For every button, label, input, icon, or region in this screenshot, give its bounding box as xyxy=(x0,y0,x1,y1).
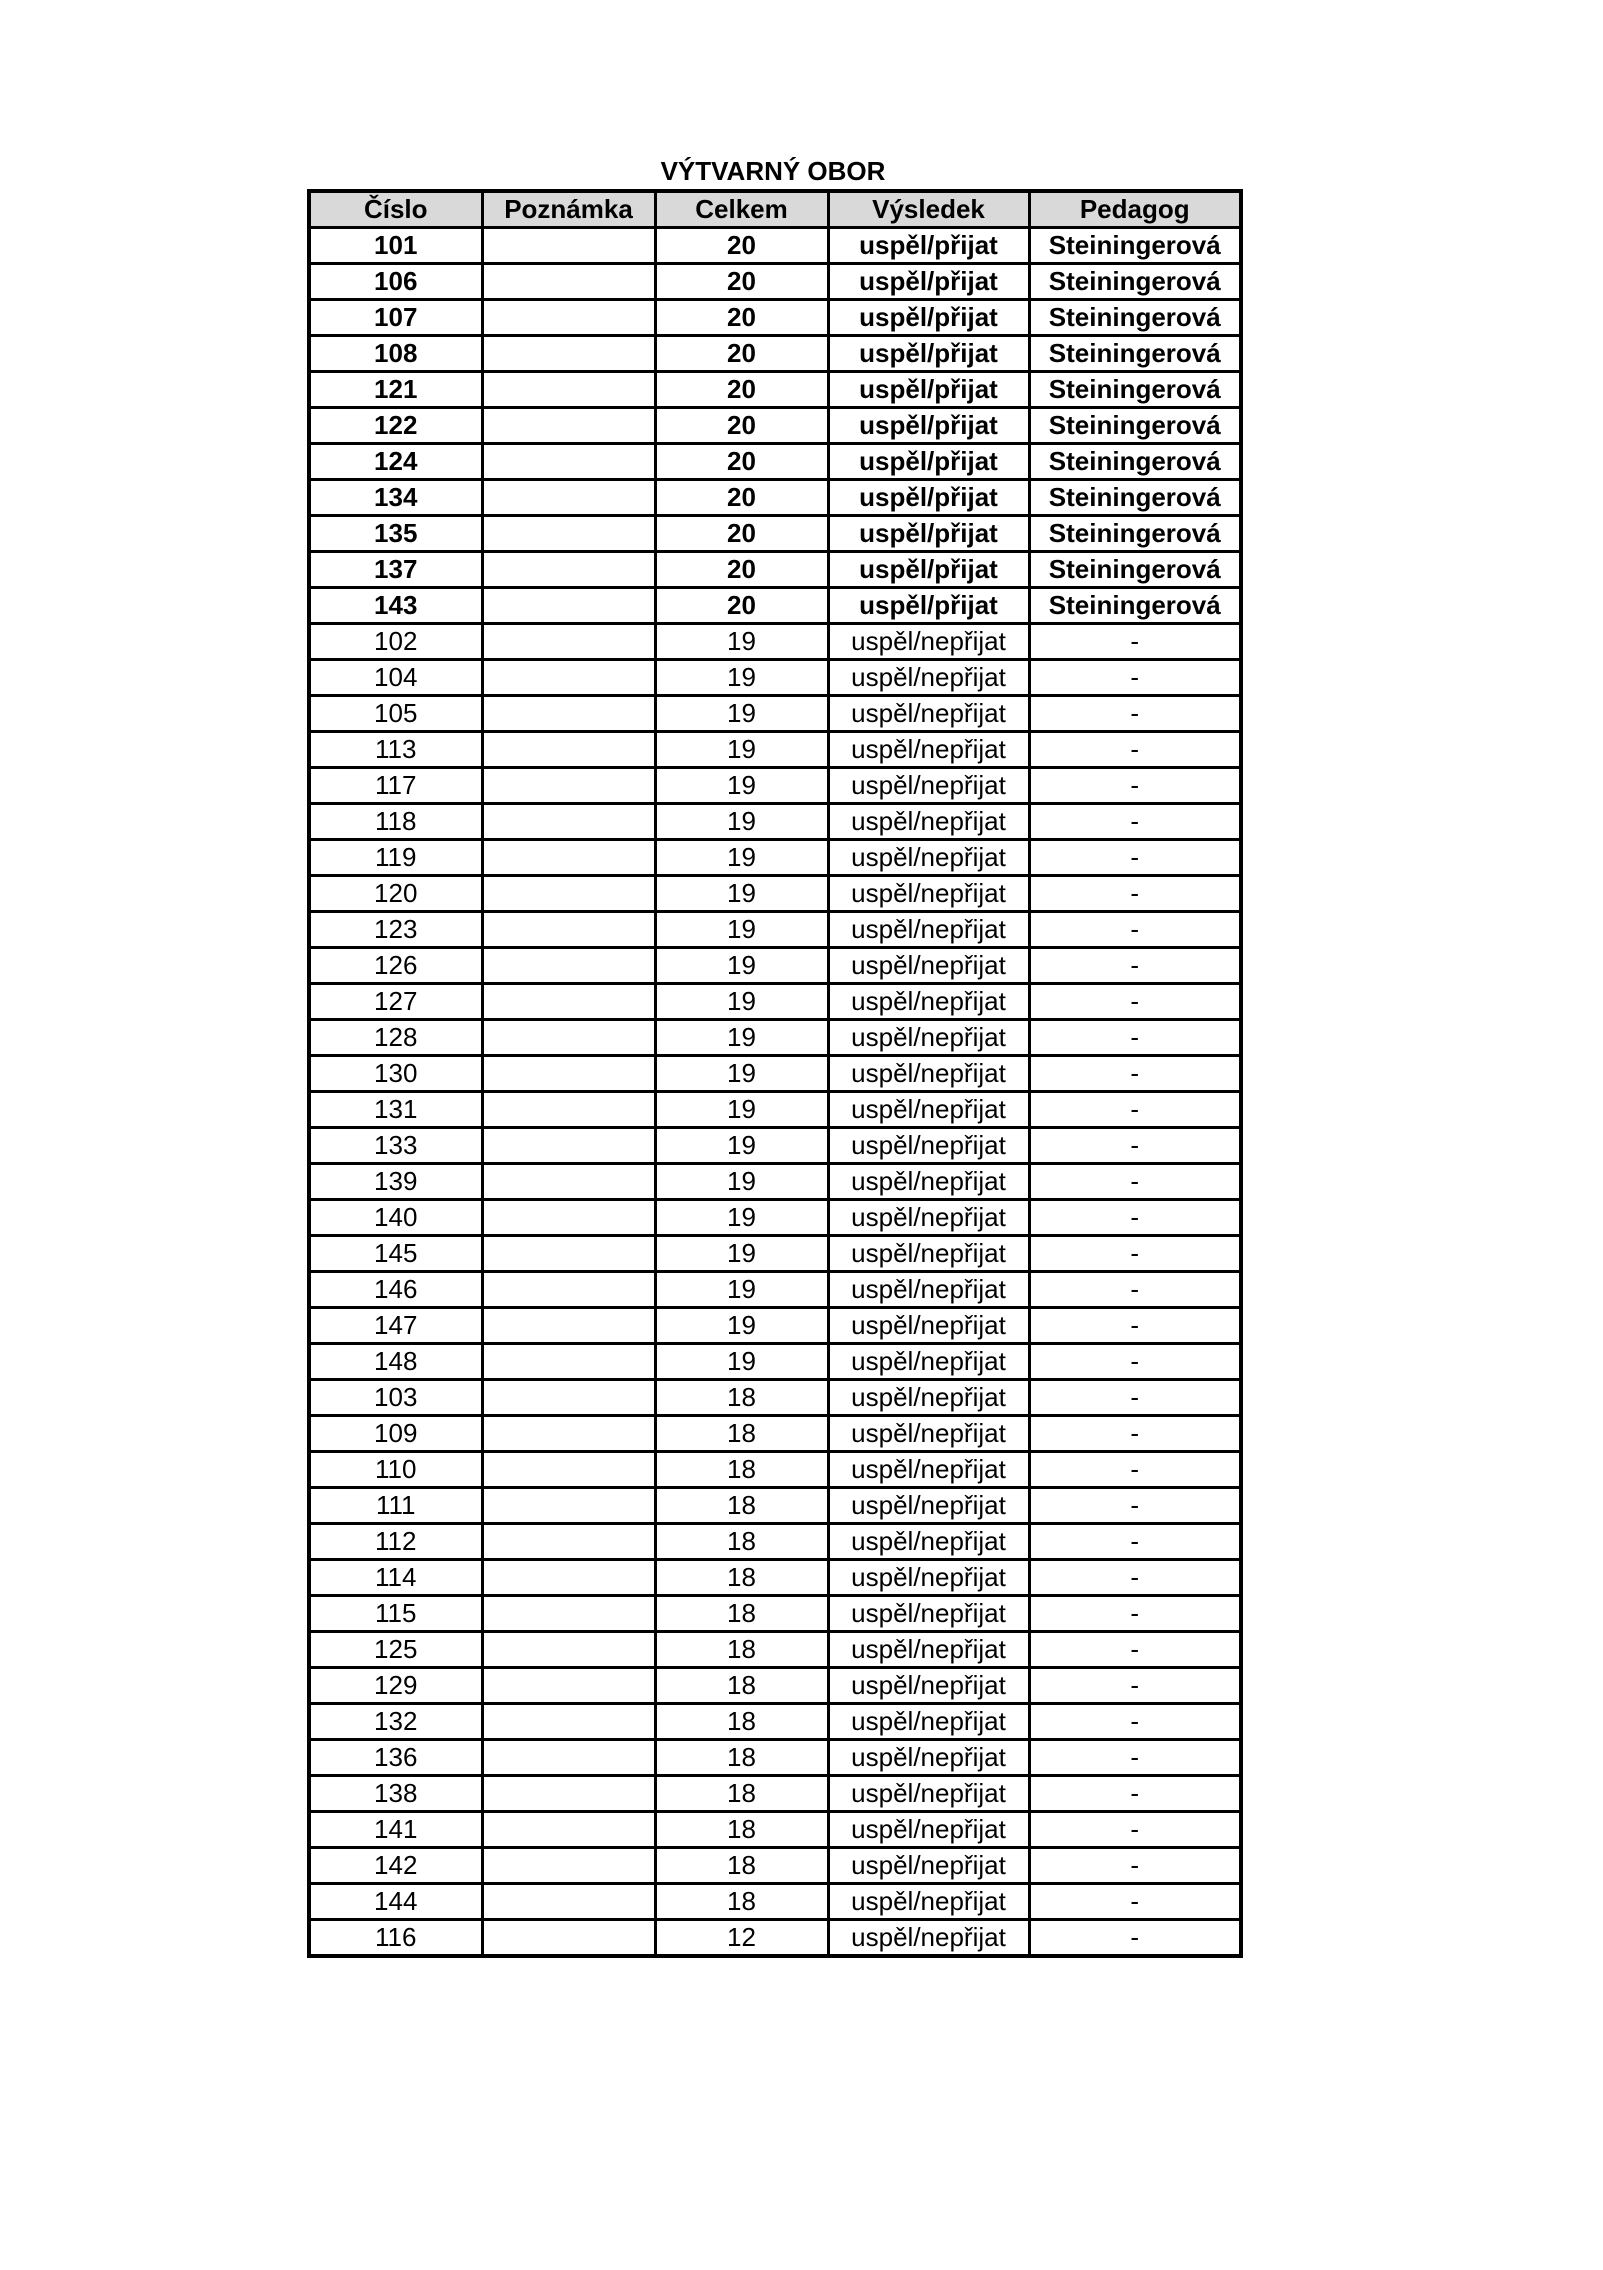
cell-vysledek: uspěl/nepřijat xyxy=(828,1200,1029,1236)
cell-vysledek: uspěl/nepřijat xyxy=(828,1308,1029,1344)
cell-pedagog: Steiningerová xyxy=(1029,408,1241,444)
table-row xyxy=(309,1092,1241,1128)
cell-celkem: 19 xyxy=(655,696,828,732)
cell-cislo: 131 xyxy=(309,1092,482,1128)
cell-pedagog: - xyxy=(1029,1812,1241,1848)
column-header-celkem: Celkem xyxy=(655,191,828,228)
cell-cislo: 138 xyxy=(309,1776,482,1812)
cell-celkem: 19 xyxy=(655,1236,828,1272)
cell-poznamka xyxy=(482,660,655,696)
cell-celkem: 18 xyxy=(655,1596,828,1632)
cell-vysledek: uspěl/nepřijat xyxy=(828,1380,1029,1416)
cell-cislo: 139 xyxy=(309,1164,482,1200)
cell-cislo: 108 xyxy=(309,336,482,372)
cell-vysledek: uspěl/nepřijat xyxy=(828,660,1029,696)
table-row xyxy=(309,768,1241,804)
cell-cislo: 143 xyxy=(309,588,482,624)
cell-celkem: 19 xyxy=(655,624,828,660)
cell-cislo: 148 xyxy=(309,1344,482,1380)
cell-poznamka xyxy=(482,1596,655,1632)
cell-poznamka xyxy=(482,1812,655,1848)
cell-cislo: 147 xyxy=(309,1308,482,1344)
cell-poznamka xyxy=(482,624,655,660)
cell-poznamka xyxy=(482,840,655,876)
cell-cislo: 135 xyxy=(309,516,482,552)
table-row xyxy=(309,408,1241,444)
table-row xyxy=(309,1128,1241,1164)
cell-cislo: 125 xyxy=(309,1632,482,1668)
cell-cislo: 132 xyxy=(309,1704,482,1740)
table-row xyxy=(309,516,1241,552)
cell-poznamka xyxy=(482,1632,655,1668)
cell-poznamka xyxy=(482,1740,655,1776)
cell-poznamka xyxy=(482,804,655,840)
cell-cislo: 107 xyxy=(309,300,482,336)
cell-pedagog: - xyxy=(1029,1848,1241,1884)
cell-poznamka xyxy=(482,480,655,516)
cell-poznamka xyxy=(482,1128,655,1164)
cell-cislo: 117 xyxy=(309,768,482,804)
cell-cislo: 134 xyxy=(309,480,482,516)
table-row xyxy=(309,1020,1241,1056)
cell-vysledek: uspěl/přijat xyxy=(828,300,1029,336)
cell-celkem: 20 xyxy=(655,300,828,336)
cell-celkem: 19 xyxy=(655,1128,828,1164)
cell-cislo: 110 xyxy=(309,1452,482,1488)
cell-cislo: 127 xyxy=(309,984,482,1020)
table-row xyxy=(309,1236,1241,1272)
cell-cislo: 141 xyxy=(309,1812,482,1848)
table-row xyxy=(309,1344,1241,1380)
table-row xyxy=(309,300,1241,336)
column-header-poznamka: Poznámka xyxy=(482,191,655,228)
cell-cislo: 121 xyxy=(309,372,482,408)
cell-poznamka xyxy=(482,1920,655,1957)
cell-celkem: 19 xyxy=(655,1272,828,1308)
cell-vysledek: uspěl/nepřijat xyxy=(828,1452,1029,1488)
table-header-row xyxy=(309,191,1241,228)
cell-cislo: 129 xyxy=(309,1668,482,1704)
cell-vysledek: uspěl/nepřijat xyxy=(828,804,1029,840)
cell-celkem: 19 xyxy=(655,1020,828,1056)
cell-vysledek: uspěl/přijat xyxy=(828,588,1029,624)
cell-pedagog: Steiningerová xyxy=(1029,228,1241,264)
cell-vysledek: uspěl/přijat xyxy=(828,444,1029,480)
cell-cislo: 112 xyxy=(309,1524,482,1560)
cell-vysledek: uspěl/nepřijat xyxy=(828,1920,1029,1957)
cell-celkem: 18 xyxy=(655,1776,828,1812)
table-row xyxy=(309,264,1241,300)
cell-cislo: 119 xyxy=(309,840,482,876)
table-row xyxy=(309,1416,1241,1452)
cell-vysledek: uspěl/nepřijat xyxy=(828,1128,1029,1164)
table-row xyxy=(309,948,1241,984)
cell-pedagog: - xyxy=(1029,768,1241,804)
table-row xyxy=(309,228,1241,264)
results-table-body xyxy=(309,228,1241,1957)
cell-vysledek: uspěl/nepřijat xyxy=(828,948,1029,984)
cell-poznamka xyxy=(482,552,655,588)
cell-cislo: 146 xyxy=(309,1272,482,1308)
cell-cislo: 128 xyxy=(309,1020,482,1056)
cell-celkem: 19 xyxy=(655,1344,828,1380)
cell-celkem: 19 xyxy=(655,912,828,948)
cell-cislo: 115 xyxy=(309,1596,482,1632)
cell-pedagog: - xyxy=(1029,1524,1241,1560)
cell-vysledek: uspěl/přijat xyxy=(828,336,1029,372)
table-row xyxy=(309,1848,1241,1884)
cell-poznamka xyxy=(482,912,655,948)
cell-vysledek: uspěl/přijat xyxy=(828,552,1029,588)
cell-celkem: 20 xyxy=(655,444,828,480)
table-row xyxy=(309,1812,1241,1848)
cell-cislo: 105 xyxy=(309,696,482,732)
table-row xyxy=(309,1452,1241,1488)
cell-vysledek: uspěl/přijat xyxy=(828,480,1029,516)
cell-celkem: 12 xyxy=(655,1920,828,1957)
cell-poznamka xyxy=(482,876,655,912)
cell-poznamka xyxy=(482,984,655,1020)
cell-poznamka xyxy=(482,1056,655,1092)
table-row xyxy=(309,1164,1241,1200)
cell-poznamka xyxy=(482,1452,655,1488)
table-row xyxy=(309,1884,1241,1920)
cell-poznamka xyxy=(482,1560,655,1596)
cell-vysledek: uspěl/nepřijat xyxy=(828,1488,1029,1524)
cell-pedagog: - xyxy=(1029,804,1241,840)
cell-vysledek: uspěl/nepřijat xyxy=(828,768,1029,804)
cell-celkem: 19 xyxy=(655,768,828,804)
cell-vysledek: uspěl/nepřijat xyxy=(828,1236,1029,1272)
cell-poznamka xyxy=(482,1704,655,1740)
cell-pedagog: - xyxy=(1029,1056,1241,1092)
cell-celkem: 18 xyxy=(655,1668,828,1704)
cell-pedagog: - xyxy=(1029,732,1241,768)
cell-vysledek: uspěl/nepřijat xyxy=(828,732,1029,768)
cell-poznamka xyxy=(482,696,655,732)
cell-pedagog: - xyxy=(1029,1416,1241,1452)
cell-pedagog: - xyxy=(1029,1920,1241,1957)
cell-cislo: 101 xyxy=(309,228,482,264)
cell-cislo: 114 xyxy=(309,1560,482,1596)
page-title: VÝTVARNÝ OBOR xyxy=(660,156,886,186)
table-row xyxy=(309,1920,1241,1957)
cell-poznamka xyxy=(482,1272,655,1308)
cell-cislo: 137 xyxy=(309,552,482,588)
cell-pedagog: - xyxy=(1029,1452,1241,1488)
table-row xyxy=(309,1056,1241,1092)
cell-cislo: 123 xyxy=(309,912,482,948)
cell-cislo: 130 xyxy=(309,1056,482,1092)
cell-vysledek: uspěl/nepřijat xyxy=(828,696,1029,732)
cell-poznamka xyxy=(482,1776,655,1812)
cell-pedagog: - xyxy=(1029,1380,1241,1416)
cell-vysledek: uspěl/nepřijat xyxy=(828,1704,1029,1740)
cell-cislo: 116 xyxy=(309,1920,482,1957)
table-row xyxy=(309,840,1241,876)
cell-pedagog: Steiningerová xyxy=(1029,480,1241,516)
table-row xyxy=(309,1560,1241,1596)
cell-celkem: 19 xyxy=(655,840,828,876)
cell-pedagog: - xyxy=(1029,984,1241,1020)
table-row xyxy=(309,1488,1241,1524)
cell-poznamka xyxy=(482,768,655,804)
cell-pedagog: Steiningerová xyxy=(1029,588,1241,624)
cell-cislo: 144 xyxy=(309,1884,482,1920)
cell-vysledek: uspěl/nepřijat xyxy=(828,1740,1029,1776)
cell-cislo: 120 xyxy=(309,876,482,912)
cell-vysledek: uspěl/nepřijat xyxy=(828,1524,1029,1560)
cell-pedagog: - xyxy=(1029,1308,1241,1344)
cell-celkem: 19 xyxy=(655,660,828,696)
cell-celkem: 18 xyxy=(655,1416,828,1452)
cell-poznamka xyxy=(482,732,655,768)
cell-vysledek: uspěl/přijat xyxy=(828,372,1029,408)
cell-pedagog: - xyxy=(1029,1092,1241,1128)
cell-celkem: 20 xyxy=(655,408,828,444)
table-row xyxy=(309,1272,1241,1308)
cell-poznamka xyxy=(482,948,655,984)
cell-celkem: 20 xyxy=(655,516,828,552)
cell-pedagog: Steiningerová xyxy=(1029,444,1241,480)
cell-celkem: 19 xyxy=(655,1056,828,1092)
cell-pedagog: Steiningerová xyxy=(1029,336,1241,372)
cell-cislo: 118 xyxy=(309,804,482,840)
cell-vysledek: uspěl/nepřijat xyxy=(828,1668,1029,1704)
cell-cislo: 102 xyxy=(309,624,482,660)
cell-pedagog: - xyxy=(1029,660,1241,696)
table-row xyxy=(309,372,1241,408)
cell-poznamka xyxy=(482,264,655,300)
cell-pedagog: - xyxy=(1029,1596,1241,1632)
cell-pedagog: - xyxy=(1029,1740,1241,1776)
table-row xyxy=(309,1740,1241,1776)
cell-vysledek: uspěl/přijat xyxy=(828,408,1029,444)
cell-celkem: 18 xyxy=(655,1524,828,1560)
table-row xyxy=(309,660,1241,696)
cell-pedagog: - xyxy=(1029,840,1241,876)
cell-cislo: 106 xyxy=(309,264,482,300)
cell-celkem: 19 xyxy=(655,732,828,768)
cell-poznamka xyxy=(482,1200,655,1236)
cell-celkem: 18 xyxy=(655,1452,828,1488)
cell-poznamka xyxy=(482,1236,655,1272)
table-row xyxy=(309,1632,1241,1668)
cell-celkem: 18 xyxy=(655,1380,828,1416)
cell-vysledek: uspěl/nepřijat xyxy=(828,1884,1029,1920)
cell-poznamka xyxy=(482,1416,655,1452)
cell-poznamka xyxy=(482,1524,655,1560)
cell-poznamka xyxy=(482,372,655,408)
cell-cislo: 124 xyxy=(309,444,482,480)
cell-poznamka xyxy=(482,1668,655,1704)
cell-celkem: 18 xyxy=(655,1704,828,1740)
table-row xyxy=(309,1596,1241,1632)
table-row xyxy=(309,876,1241,912)
cell-pedagog: - xyxy=(1029,1632,1241,1668)
cell-vysledek: uspěl/nepřijat xyxy=(828,1560,1029,1596)
cell-pedagog: - xyxy=(1029,1776,1241,1812)
cell-celkem: 19 xyxy=(655,1200,828,1236)
table-row xyxy=(309,336,1241,372)
cell-poznamka xyxy=(482,1848,655,1884)
cell-celkem: 18 xyxy=(655,1812,828,1848)
cell-vysledek: uspěl/nepřijat xyxy=(828,1272,1029,1308)
table-row xyxy=(309,804,1241,840)
cell-celkem: 18 xyxy=(655,1488,828,1524)
cell-pedagog: - xyxy=(1029,1884,1241,1920)
cell-pedagog: - xyxy=(1029,1272,1241,1308)
cell-cislo: 103 xyxy=(309,1380,482,1416)
column-header-pedagog: Pedagog xyxy=(1029,191,1241,228)
cell-celkem: 19 xyxy=(655,1092,828,1128)
cell-celkem: 19 xyxy=(655,1308,828,1344)
cell-cislo: 136 xyxy=(309,1740,482,1776)
cell-pedagog: - xyxy=(1029,1164,1241,1200)
cell-cislo: 104 xyxy=(309,660,482,696)
column-header-vysledek: Výsledek xyxy=(828,191,1029,228)
table-row xyxy=(309,552,1241,588)
cell-vysledek: uspěl/nepřijat xyxy=(828,1596,1029,1632)
cell-pedagog: - xyxy=(1029,1668,1241,1704)
cell-pedagog: - xyxy=(1029,1704,1241,1740)
cell-cislo: 122 xyxy=(309,408,482,444)
cell-vysledek: uspěl/přijat xyxy=(828,228,1029,264)
cell-celkem: 20 xyxy=(655,336,828,372)
cell-poznamka xyxy=(482,1020,655,1056)
cell-pedagog: - xyxy=(1029,1128,1241,1164)
cell-pedagog: - xyxy=(1029,624,1241,660)
cell-celkem: 20 xyxy=(655,552,828,588)
table-row xyxy=(309,732,1241,768)
cell-celkem: 20 xyxy=(655,372,828,408)
cell-vysledek: uspěl/nepřijat xyxy=(828,1848,1029,1884)
cell-celkem: 18 xyxy=(655,1632,828,1668)
cell-poznamka xyxy=(482,516,655,552)
cell-vysledek: uspěl/přijat xyxy=(828,516,1029,552)
table-row xyxy=(309,1668,1241,1704)
table-row xyxy=(309,444,1241,480)
cell-celkem: 19 xyxy=(655,876,828,912)
table-row xyxy=(309,588,1241,624)
cell-pedagog: - xyxy=(1029,696,1241,732)
table-row xyxy=(309,624,1241,660)
cell-poznamka xyxy=(482,1308,655,1344)
cell-celkem: 18 xyxy=(655,1740,828,1776)
cell-celkem: 19 xyxy=(655,804,828,840)
table-row xyxy=(309,1776,1241,1812)
cell-vysledek: uspěl/nepřijat xyxy=(828,1632,1029,1668)
cell-vysledek: uspěl/nepřijat xyxy=(828,1092,1029,1128)
cell-poznamka xyxy=(482,1164,655,1200)
cell-poznamka xyxy=(482,300,655,336)
cell-pedagog: Steiningerová xyxy=(1029,552,1241,588)
cell-pedagog: - xyxy=(1029,1560,1241,1596)
cell-cislo: 113 xyxy=(309,732,482,768)
cell-poznamka xyxy=(482,1884,655,1920)
cell-vysledek: uspěl/nepřijat xyxy=(828,912,1029,948)
cell-celkem: 20 xyxy=(655,264,828,300)
cell-celkem: 19 xyxy=(655,948,828,984)
cell-vysledek: uspěl/nepřijat xyxy=(828,1344,1029,1380)
cell-poznamka xyxy=(482,588,655,624)
table-row xyxy=(309,480,1241,516)
cell-poznamka xyxy=(482,408,655,444)
cell-pedagog: - xyxy=(1029,1020,1241,1056)
cell-poznamka xyxy=(482,1380,655,1416)
cell-pedagog: Steiningerová xyxy=(1029,300,1241,336)
results-table xyxy=(307,189,1243,1958)
table-row xyxy=(309,1704,1241,1740)
cell-celkem: 19 xyxy=(655,984,828,1020)
cell-celkem: 19 xyxy=(655,1164,828,1200)
cell-poznamka xyxy=(482,1344,655,1380)
cell-pedagog: - xyxy=(1029,1200,1241,1236)
cell-vysledek: uspěl/nepřijat xyxy=(828,1020,1029,1056)
cell-pedagog: - xyxy=(1029,948,1241,984)
cell-poznamka xyxy=(482,336,655,372)
cell-celkem: 20 xyxy=(655,228,828,264)
table-row xyxy=(309,1308,1241,1344)
table-row xyxy=(309,984,1241,1020)
column-header-cislo: Číslo xyxy=(309,191,482,228)
table-row xyxy=(309,912,1241,948)
cell-vysledek: uspěl/nepřijat xyxy=(828,1416,1029,1452)
cell-pedagog: - xyxy=(1029,1488,1241,1524)
cell-pedagog: - xyxy=(1029,1236,1241,1272)
cell-poznamka xyxy=(482,1488,655,1524)
cell-celkem: 20 xyxy=(655,480,828,516)
table-row xyxy=(309,1200,1241,1236)
cell-pedagog: - xyxy=(1029,1344,1241,1380)
cell-cislo: 133 xyxy=(309,1128,482,1164)
cell-poznamka xyxy=(482,228,655,264)
cell-vysledek: uspěl/nepřijat xyxy=(828,624,1029,660)
cell-cislo: 109 xyxy=(309,1416,482,1452)
cell-vysledek: uspěl/nepřijat xyxy=(828,840,1029,876)
cell-pedagog: - xyxy=(1029,912,1241,948)
cell-pedagog: - xyxy=(1029,876,1241,912)
cell-vysledek: uspěl/přijat xyxy=(828,264,1029,300)
cell-vysledek: uspěl/nepřijat xyxy=(828,1812,1029,1848)
table-row xyxy=(309,1524,1241,1560)
cell-cislo: 111 xyxy=(309,1488,482,1524)
table-row xyxy=(309,1380,1241,1416)
cell-poznamka xyxy=(482,444,655,480)
cell-cislo: 145 xyxy=(309,1236,482,1272)
cell-vysledek: uspěl/nepřijat xyxy=(828,984,1029,1020)
cell-cislo: 140 xyxy=(309,1200,482,1236)
cell-celkem: 18 xyxy=(655,1884,828,1920)
cell-poznamka xyxy=(482,1092,655,1128)
cell-pedagog: Steiningerová xyxy=(1029,264,1241,300)
cell-cislo: 126 xyxy=(309,948,482,984)
cell-vysledek: uspěl/nepřijat xyxy=(828,876,1029,912)
cell-celkem: 18 xyxy=(655,1848,828,1884)
cell-vysledek: uspěl/nepřijat xyxy=(828,1164,1029,1200)
cell-vysledek: uspěl/nepřijat xyxy=(828,1056,1029,1092)
cell-pedagog: Steiningerová xyxy=(1029,516,1241,552)
cell-celkem: 18 xyxy=(655,1560,828,1596)
table-row xyxy=(309,696,1241,732)
cell-pedagog: Steiningerová xyxy=(1029,372,1241,408)
cell-vysledek: uspěl/nepřijat xyxy=(828,1776,1029,1812)
cell-cislo: 142 xyxy=(309,1848,482,1884)
cell-celkem: 20 xyxy=(655,588,828,624)
